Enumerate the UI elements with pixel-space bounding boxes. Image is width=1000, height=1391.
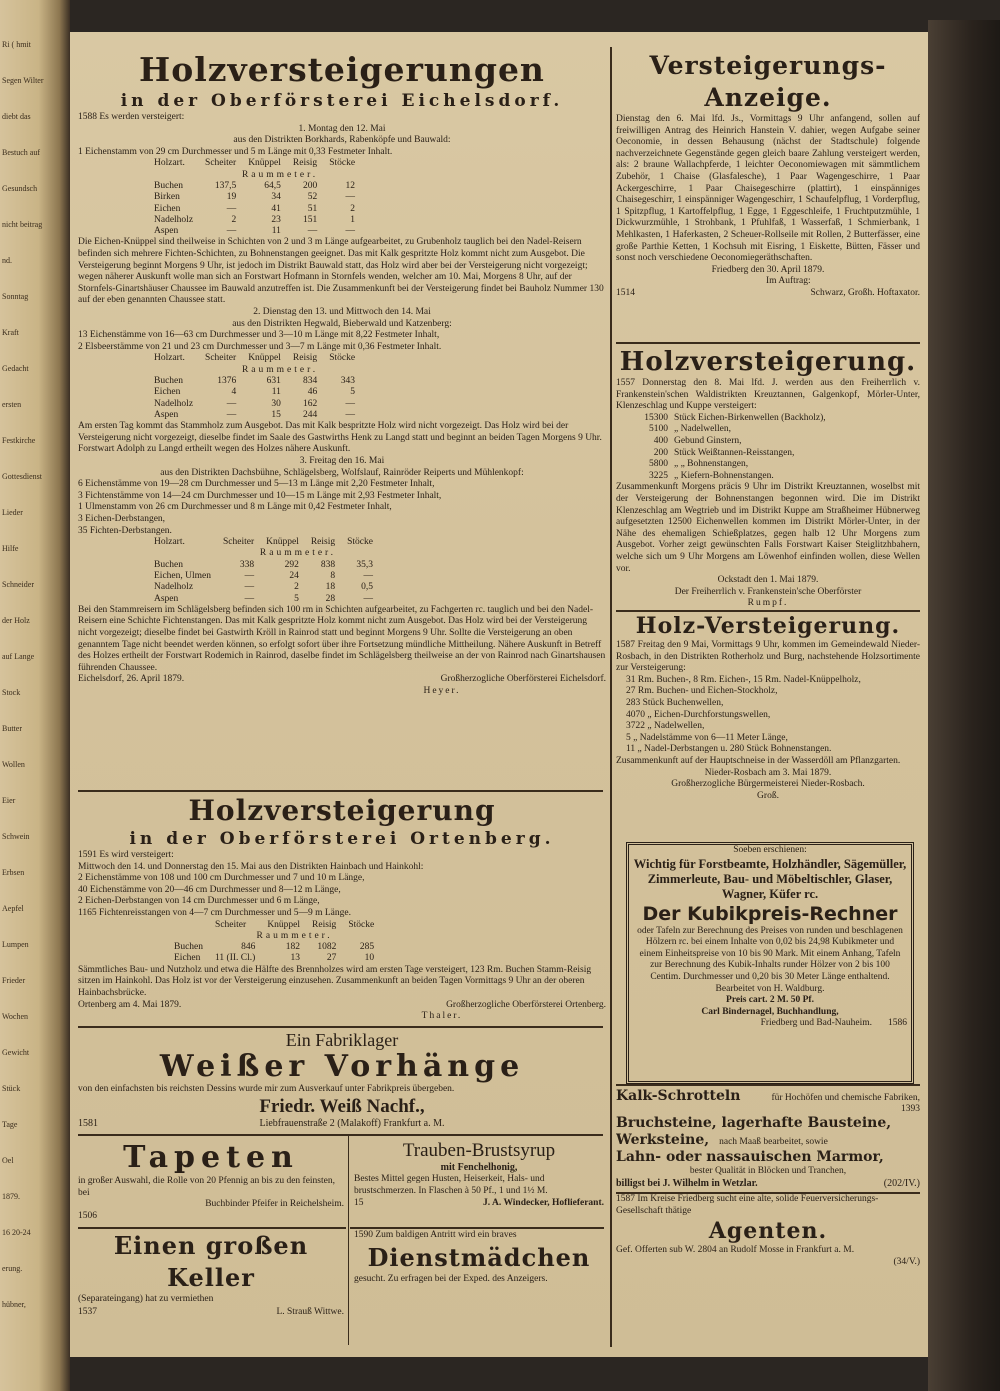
table-cell: Buchen — [154, 559, 184, 570]
left-binding — [0, 0, 70, 1391]
divider — [350, 1227, 604, 1229]
ad-text: Dienstag den 6. Mai lfd. Js., Vormittags 9 Uhr anfangend, sollen auf freiwilligen Antrag des Heinrich Hanstein V. dahier, wegen Aufgabe seiner Oeconomie, in dessen Behausung (nächst der Stadtschule) folgende nachverzeichnete Gegenstände gegen gleich baare Zahlung versteigert werden, als: 2 braune Wallachpferde, 1 leichter Oeconomiewagen mit sämmtlichem Zubehör, 1 Chaise (Glasfalesche), 1 Paar Wagengeschirre, 1 Paar Ackergeschirre, 1 Paar Chaisegeschirre (plattirt), 1 einspänniges Chaisegeschirr, 1 einspänniger Wagengeschirr, 1 Schaufelpflug, 1 Vorderpflug, 1 Spitzpflug, 1 Kartoffelpflug, 1 Egge, 1 Eggeschleife, 1 Fruchtputzmühle, 1 Dickwurzmühle, 1 Strohbank, 1 Pfuhlfaß, 1 Wasserfaß, 1 Schmierbank, 1 Mehlkasten, 1 Haferkasten, 2 Scheuer-Rollseile mit Rollen, 2 Butterfässer, eine große Parthie Ketten, 1 Kochsuh mit Eisring, 1 Eiskette, Bütten, Fässer und sonst noch verschiedene Oeconomiegeräthschaften. — [616, 114, 920, 264]
table-cell: — — [345, 192, 356, 203]
divider — [78, 790, 603, 792]
table-cell: 46 — [307, 387, 318, 398]
table-cell: Eichen — [154, 387, 181, 398]
ad-text: 1557 Donnerstag den 8. Mai lfd. J. werden aus den Freiherrlich v. Frankenstein'schen Waldistrikten Kreuztannen, Galgenkopf, Mörler-Unter, Klenzeschlag und Kuppe versteigert: — [616, 378, 920, 412]
ad-number: (34/V.) — [893, 1256, 920, 1267]
binding-text-fragment: Schneider — [2, 580, 34, 589]
list-item — [626, 424, 920, 436]
ad-items — [616, 675, 920, 756]
divider — [78, 1134, 603, 1136]
table-cell: 11 (II. Cl.) — [215, 953, 256, 964]
list-item: 4070 „ Eichen-Durchforstungswellen, — [626, 709, 771, 720]
table-cell: 51 — [307, 203, 318, 214]
list-item: 11 „ Nadel-Derbstangen u. 280 Stück Bohnenstangen. — [626, 744, 832, 755]
ad-text: Bestes Mittel gegen Husten, Heiserkeit, Hals- und brustschmerzen. In Flaschen à 50 Pf., 1 und 1½ M. — [354, 1174, 548, 1196]
ad-number: 1581 — [78, 1117, 98, 1129]
section-head: 3. Freitag den 16. Mai — [299, 455, 385, 466]
binding-text-fragment: hübner, — [2, 1300, 26, 1309]
ad-seller: Buchbinder Pfeifer in Reichelsheim. — [205, 1199, 344, 1210]
table-row — [148, 226, 361, 237]
table-cell: 35,3 — [356, 559, 373, 570]
table-cell: Aspen — [154, 593, 179, 604]
section-text: Die Eichen-Knüppel sind theilweise in Schichten von 2 und 3 m Länge aufgearbeitet, zu Grubenholz tauglich bei den Nadel-Reisern befinden sich mehrere Fichten-Schichten, zu Bohnenstangen geeignet. Das mit Kalk gespritzte Holz kommt nicht zum Ausgebot. Die Versteigerung beginnt Morgens 9 Uhr, ist jedoch im Distrikt Bauwald statt, das Holz wird aber bei der Versteigerung nicht vorgezeigt; wegen näherer Auskunft wolle man sich an Forstwart Hofmann in Stornfels wenden, welcher am 10. Mai, Morgens 8 Uhr, auf der Stornfels-Ginartshäuser Chaussee im Bauwald anzutreffen ist. Die Zusammenkunft bei der Versteigerung findet bei Bauholz Nummer 130 auf der eben genannten Chaussee statt. — [78, 237, 604, 306]
table-row — [168, 942, 380, 953]
ad-seller: Carl Bindernagel, Buchhandlung, — [701, 1006, 839, 1017]
binding-text-fragment: Butter — [2, 724, 22, 733]
table-cell: 11 — [271, 387, 281, 398]
table-cell: — — [226, 398, 237, 409]
binding-text-fragment: Frieder — [2, 976, 26, 985]
list-item: 1165 Fichtenreisstangen von 4—7 cm Durchmesser und 5—9 m Länge. — [78, 907, 351, 918]
section-text: Bei den Stammreisern im Schlägelsberg befinden sich 100 rm in Schichten aufgearbeitet, zu Fachgerten rc. tauglich und bei den Nadel-Reisern eine Schichte Fichtenstangen. Das mit Kalk gespritzte Holz kommt nicht zum Ausgebot. Das Holz wird bei der Versteigerung nicht vorgezeigt; dieselbe findet bei Gastwirth Kröll in Rainrod statt und beginnt Morgens 9 Uhr. Sollte die Versteigerung an oben genanntem Tage nicht beendet werden können, so erfolgt sofort über ihre Fortsetzung mündliche Mittheilung. Nähere Auskunft in Betreff des Holzes ertheilt der Forstwart Rodemich in Rainrod, daselbe findet im Schlägelsberg theilweise an der von Rainrod nach Ginartshausen führenden Chaussee. — [78, 604, 606, 673]
signer: Heyer. — [423, 686, 461, 697]
section-head: 1. Montag den 12. Mai — [298, 123, 386, 134]
ad-text: 1587 Freitag den 9 Mai, Vormittags 9 Uhr, kommen im Gemeindewald Nieder-Rosbach, in den Distrikten Rotherholz und Burg, nachstehende Holzsortimente zur Versteigerung: — [616, 640, 920, 674]
table-cell: 28 — [325, 593, 336, 604]
table-row — [148, 582, 379, 593]
item-count: 15300 — [644, 412, 668, 423]
signature: Der Freiherrlich v. Frankenstein'sche Oberförster — [674, 586, 862, 597]
table-row — [148, 560, 379, 571]
binding-text-fragment: nicht beitrag — [2, 220, 43, 229]
ad-line: Lahn- oder nassauischen Marmor, — [616, 1149, 884, 1165]
binding-text-fragment: Gedacht — [2, 364, 29, 373]
ad-lines — [78, 862, 606, 920]
ad-holz-versteigerung-rosbach — [616, 612, 920, 840]
binding-text-fragment: Wochen — [2, 1012, 29, 1021]
table-cell: — — [244, 571, 255, 581]
ad-important: Wichtig für Forstbeamte, Holzhändler, Sägemüller, Zimmerleute, Bau- und Möbeltischler, Glaser, Wagner, Küfer rc. — [633, 856, 907, 901]
divider — [616, 342, 920, 344]
section-item: 13 Eichenstämme von 16—63 cm Durchmesser und 3—10 m Länge mit 8,22 Festmeter Inhalt, — [78, 330, 440, 341]
ad-number: 1514 — [616, 287, 635, 298]
binding-text-fragment: Lieder — [2, 508, 23, 517]
binding-text-fragment: Oel — [2, 1156, 14, 1165]
signature: Großherzogliche Oberförsterei Ortenberg. — [446, 999, 606, 1010]
list-item — [626, 436, 920, 448]
table-cell: — — [226, 203, 237, 214]
binding-text-fragment: 1879. — [2, 1192, 20, 1201]
ad-title: Versteigerungs-Anzeige. — [649, 51, 887, 112]
table-cell: Buchen — [154, 180, 184, 191]
binding-text-fragment: Hilfe — [2, 544, 19, 553]
section-from: aus den Distrikten Hegwald, Bieberwald und Katzenberg: — [232, 318, 452, 329]
ad-offer: Gef. Offerten sub W. 2804 an Rudolf Mosse in Frankfurt a. M. — [616, 1245, 855, 1256]
table-cell: 30 — [271, 398, 281, 409]
table-cell: Buchen — [174, 942, 204, 953]
ad-number: 15 — [354, 1198, 364, 1209]
ad-subtitle: in der Oberförsterei Ortenberg. — [129, 829, 555, 849]
signature: Großherzogliche Oberförsterei Eichelsdorf. — [440, 674, 606, 685]
wood-table: Holzart. Scheiter Knüppel Reisig Stöcke Raummeter. Buchen 1376 631 834 343 Eichen 4 11 46 5 Nadelholz — 30 162 — Aspen — 15 244 — — [148, 353, 361, 421]
newspaper-page — [70, 32, 928, 1357]
ad-number: (202/IV.) — [883, 1177, 920, 1189]
ad-title: Weißer Vorhänge — [159, 1049, 525, 1084]
place-date: Friedberg den 30. April 1879. — [711, 264, 825, 275]
table-cell: 52 — [307, 192, 318, 203]
ad-line: Bruchsteine, lagerhafte Bausteine, — [616, 1115, 892, 1131]
ad-intro: 1588 Es werden versteigert: — [78, 112, 185, 122]
list-item: 1 Ulmenstamm von 26 cm Durchmesser und 8 m Länge mit 0,42 Festmeter Inhalt, — [78, 502, 392, 513]
table-cell: Birken — [154, 192, 180, 203]
item-count: 400 — [653, 435, 668, 446]
table-cell: 23 — [271, 214, 281, 225]
list-item: 35 Fichten-Derbstangen. — [78, 525, 172, 536]
item-label: „ „ Bohnenstangen, — [674, 459, 749, 470]
list-item: 2 Eichenstämme von 108 und 100 cm Durchmesser und 7 und 10 m Länge, — [78, 873, 365, 884]
column-divider — [610, 47, 612, 1347]
table-row — [148, 410, 361, 421]
list-item: 3 Fichtenstämme von 14—24 cm Durchmesser und 10—15 m Länge mit 2,93 Festmeter Inhalt, — [78, 490, 442, 501]
firm-address: Liebfrauenstraße 2 (Malakoff) Frankfurt a. M. — [259, 1117, 445, 1129]
table-cell: — — [307, 226, 318, 237]
table-cell: — — [345, 409, 356, 420]
ad-line: billigst bei J. Wilhelm in Wetzlar. — [616, 1177, 758, 1189]
item-label: Gebund Ginstern, — [674, 435, 742, 446]
table-cell: 182 — [285, 942, 301, 953]
table-cell: 631 — [266, 375, 281, 386]
binding-text-fragment: Stock — [2, 688, 21, 697]
table-cell: 343 — [340, 375, 356, 386]
ad-text: Zusammenkunft Morgens präcis 9 Uhr im Distrikt Kreuztannen, woselbst mit der Versteigerung der Bohnenstangen begonnen wird. Die im Distrikt Klenzeschlag am Wegtrieb und im Distrikt Kuppe am Straßheimer Hübnerweg aufgesetzten 12500 Eichenwellen kommen im Distrikt Mörler-Unter, in der Nähe des ehemaligen Schießplatzes, gegen halb 12 Uhr Morgens zum Ausgebot. Vorher zeigt gewünschten Falls Forstwart Kaiser Steiglitzhbahern, welche sich um 9 Uhr Morgens am Löwenhof einfinden wollen, diese Wellen vor. — [616, 482, 920, 574]
table-cell: Nadelholz — [154, 582, 194, 593]
ad-items — [616, 413, 920, 483]
table-cell: 137,5 — [214, 180, 237, 191]
ad-number: 1537 — [78, 1306, 97, 1317]
table-cell: 11 — [271, 226, 281, 237]
ad-ortenberg — [78, 794, 606, 1026]
signer: Thaler. — [421, 1011, 463, 1022]
list-item: 3722 „ Nadelwellen, — [626, 721, 705, 732]
table-cell: 1376 — [217, 375, 237, 386]
list-item: Mittwoch den 14. und Donnerstag den 15. Mai aus den Distrikten Hainbach und Hainkohl: — [78, 861, 424, 872]
table-cell: 2 — [350, 203, 356, 214]
wood-table: Scheiter Knüppel Reisig Stöcke Raummeter. Buchen 846 182 1082 285 Eichen 11 (II. Cl.) 13 27 10 — [168, 920, 380, 965]
binding-text-fragment: Sonntag — [2, 292, 29, 301]
place-date: Ockstadt den 1. Mai 1879. — [717, 575, 819, 586]
table-cell: 0,5 — [361, 582, 373, 593]
item-count: 3225 — [649, 470, 668, 481]
list-item — [626, 459, 920, 471]
list-item: 283 Stück Buchenwellen, — [626, 697, 724, 708]
table-cell: — — [363, 571, 373, 581]
ad-line: nach Maaß bearbeitet, sowie — [719, 1137, 828, 1147]
ad-brustsyrup — [354, 1140, 604, 1225]
ad-title: Einen großen Keller — [113, 1231, 309, 1292]
ad-seller: L. Strauß Wittwe. — [276, 1306, 344, 1317]
signature: Großherzogliche Bürgermeisterei Nieder-Rosbach. — [671, 779, 865, 790]
item-label: „ Kiefern-Bohnenstangen. — [674, 470, 774, 481]
table-row — [148, 376, 361, 387]
table-row — [148, 215, 361, 226]
ad-number: 1393 — [901, 1104, 920, 1114]
divider — [78, 1026, 603, 1028]
table-cell: — — [345, 398, 356, 409]
ad-title: Holzversteigerung. — [619, 347, 917, 377]
ad-title: Tapeten — [123, 1140, 299, 1175]
list-item: 5 „ Nadelstämme von 6—11 Meter Länge, — [626, 732, 788, 743]
ad-text: 1587 Im Kreise Friedberg sucht eine alte, solide Feuerversicherungs-Gesellschaft thätige — [616, 1194, 879, 1216]
table-cell: 4 — [231, 387, 237, 398]
item-label: „ Nadelwellen, — [674, 424, 731, 435]
place-date: Nieder-Rosbach am 3. Mai 1879. — [704, 767, 832, 778]
list-item — [626, 448, 920, 460]
binding-text-fragment: Festkirche — [2, 436, 36, 445]
ad-eichelsdorf — [78, 50, 606, 785]
table-cell: 244 — [302, 409, 318, 420]
ad-intro: 1590 Zum baldigen Antritt wird ein braves — [354, 1230, 517, 1240]
table-row — [148, 192, 361, 203]
ad-subtitle: in der Oberförsterei Eichelsdorf. — [120, 91, 564, 111]
ad-kubikpreis-rechner — [626, 842, 914, 1084]
binding-text-fragment: diebt das — [2, 112, 31, 121]
table-row — [148, 204, 361, 215]
binding-text-fragment: Gesundsch — [2, 184, 38, 193]
table-cell: 285 — [359, 942, 375, 953]
wood-table: Holzart. Scheiter Knüppel Reisig Stöcke Raummeter. Buchen 137,5 64,5 200 12 Birken 19 34 52 — Eichen — 41 51 2 Nadelholz 2 23 151 1 Aspen — 11 — — — [148, 158, 361, 237]
binding-text-fragment: Aepfel — [2, 904, 24, 913]
table-cell: 338 — [239, 559, 255, 570]
table-cell: 18 — [325, 582, 336, 593]
ad-place: Friedberg und Bad-Nauheim. — [760, 1018, 872, 1029]
table-cell: Aspen — [154, 226, 179, 237]
table-cell: Eichen — [154, 203, 181, 214]
ad-number: 1506 — [78, 1210, 97, 1221]
list-item — [626, 471, 920, 483]
table-cell: Aspen — [154, 409, 179, 420]
binding-text-fragment: Gewicht — [2, 1048, 30, 1057]
table-row — [148, 399, 361, 410]
list-item: 2 Eichen-Derbstangen von 14 cm Durchmesser und 6 m Länge, — [78, 896, 320, 907]
table-cell: 2 — [294, 582, 299, 593]
ad-keller — [78, 1230, 344, 1345]
binding-text-fragment: Wollen — [2, 760, 25, 769]
binding-text-fragment: Lumpen — [2, 940, 29, 949]
table-cell: — — [244, 593, 255, 604]
table-cell: 1 — [350, 214, 356, 225]
ad-title: Holzversteigerung — [188, 794, 496, 827]
binding-text-fragment: Bestuch auf — [2, 148, 40, 157]
binding-text-fragment: 16 20-24 — [2, 1228, 31, 1237]
table-cell: 41 — [271, 203, 281, 214]
ad-number: 1586 — [888, 1018, 907, 1029]
ad-text: gesucht. Zu erfragen bei der Exped. des Anzeigers. — [354, 1273, 548, 1284]
table-cell: 846 — [241, 942, 256, 953]
ad-line: Werksteine, — [616, 1132, 710, 1148]
ad-text: in großer Auswahl, die Rolle von 20 Pfennig an bis zu den feinsten, bei — [78, 1176, 335, 1198]
binding-text-fragment: Stück — [2, 1084, 21, 1093]
table-cell: 15 — [271, 409, 281, 420]
table-cell: — — [226, 409, 237, 420]
ad-vorhaenge — [78, 1030, 606, 1130]
section-items — [78, 479, 606, 537]
binding-text-fragment: Tage — [2, 1120, 18, 1129]
table-cell: 151 — [302, 214, 318, 225]
list-item: 31 Rm. Buchen-, 8 Rm. Eichen-, 15 Rm. Nadel-Knüppelholz, — [626, 674, 861, 685]
ad-subtitle: mit Fenchelhonig, — [440, 1162, 518, 1173]
table-row — [168, 953, 380, 964]
binding-text-fragment: Kraft — [2, 328, 19, 337]
table-cell: — — [226, 226, 237, 237]
table-cell: 834 — [302, 375, 318, 386]
table-cell: Nadelholz — [154, 398, 194, 409]
table-row — [148, 571, 379, 582]
table-cell: — — [244, 582, 255, 593]
table-row — [148, 387, 361, 398]
table-cell: 162 — [302, 398, 318, 409]
section-from: aus den Distrikten Borkhards, Rabenköpfe und Bauwald: — [233, 135, 451, 146]
section-head: 2. Dienstag den 13. und Mittwoch den 14. Mai — [253, 307, 431, 318]
table-cell: 1082 — [317, 942, 337, 953]
table-cell: Eichen, Ulmen — [154, 571, 211, 581]
binding-text-fragment: Eier — [2, 796, 16, 805]
ad-line: bester Qualität in Blöcken und Tranchen, — [689, 1166, 847, 1176]
binding-text-fragment: ersten — [2, 400, 22, 409]
binding-text-fragment: nd. — [2, 256, 12, 265]
item-label: Stück Weißtannen-Reisstangen, — [674, 447, 795, 458]
ad-line: Ein Fabriklager — [285, 1030, 399, 1050]
table-cell: 19 — [226, 192, 237, 203]
ad-title: Dienstmädchen — [367, 1242, 591, 1272]
ad-title: Holzversteigerungen — [139, 50, 545, 89]
table-cell: 10 — [364, 953, 375, 964]
ad-text: Sämmtliches Bau- und Nutzholz und etwa die Hälfte des Brennholzes wird am ersten Tage versteigert, 123 Rm. Buchen Stamm-Reisig sitzen im Hainkohl. Das Holz ist vor der Versteigerung einzusehen. Zusammenkunft an beiden Tagen Vormittags 9 Uhr an der oberen Hainbachsbrücke. — [78, 964, 592, 998]
list-item: 40 Eichenstämme von 20—46 cm Durchmesser und 8—12 m Länge, — [78, 884, 341, 895]
ad-intro: 1591 Es wird versteigert: — [78, 850, 174, 860]
ad-top: Soeben erschienen: — [733, 845, 807, 855]
binding-text-fragment: erung. — [2, 1264, 23, 1273]
ad-title: Trauben-Brustsyrup — [402, 1140, 556, 1161]
ad-holzversteigerung-ockstadt — [616, 346, 920, 626]
column-divider — [348, 1135, 349, 1345]
ad-text: (Separateingang) hat zu vermiethen — [78, 1294, 214, 1304]
ad-title: Agenten. — [708, 1218, 828, 1245]
ad-seller: J. A. Windecker, Hoflieferant. — [483, 1198, 604, 1209]
table-cell: 27 — [326, 953, 337, 964]
table-cell: 292 — [284, 559, 299, 570]
signer: Schwarz, Großh. Hoftaxator. — [810, 287, 920, 298]
ad-text: Zusammenkunft auf der Hauptschneise in der Wasserdöll am Pflanzgarten. — [616, 755, 901, 766]
table-cell: 8 — [330, 571, 336, 581]
table-cell: 64,5 — [264, 180, 281, 191]
place-date: Ortenberg am 4. Mai 1879. — [78, 999, 182, 1010]
table-row — [148, 181, 361, 192]
ad-price: Preis cart. 2 M. 50 Pf. — [726, 995, 814, 1006]
ad-line: für Hochöfen und chemische Fabriken, — [771, 1093, 920, 1103]
table-cell: 200 — [302, 180, 318, 191]
ad-line: Kalk-Schrotteln — [616, 1088, 741, 1104]
section-text: Am ersten Tag kommt das Stammholz zum Ausgebot. Das mit Kalk bespritzte Holz wird nicht vorgezeigt. Das Holz wird bei der Versteigerung nicht vorgezeigt, dieselbe findet im Saale des Gastwirths Henk zu Langd statt und beginnt an beiden Tagen Morgens 9 Uhr. Forstwart Adolph zu Langd ertheilt wegen des Holzes nähere Auskunft. — [78, 421, 602, 455]
ad-text: von den einfachsten bis reichsten Dessins wurde mir zum Ausverkauf unter Fabrikpreis übergeben. — [78, 1084, 455, 1094]
list-item: 6 Eichenstämme von 19—28 cm Durchmesser und 5—13 m Länge mit 2,20 Festmeter Inhalt, — [78, 479, 435, 490]
right-page-edge — [928, 20, 1000, 1391]
item-count: 200 — [653, 447, 668, 458]
ad-tapeten — [78, 1140, 344, 1225]
binding-text-fragment: auf Lange — [2, 652, 35, 661]
binding-text-fragment: Schwein — [2, 832, 30, 841]
table-row — [148, 594, 379, 605]
ad-auftrag: Im Auftrag: — [766, 276, 811, 287]
ad-versteigerungs-anzeige — [616, 50, 920, 340]
table-cell: Eichen — [174, 953, 201, 964]
binding-text-fragment: der Holz — [2, 616, 30, 625]
list-item: 3 Eichen-Derbstangen, — [78, 513, 166, 524]
divider — [78, 1227, 346, 1229]
list-item: 27 Rm. Buchen- und Eichen-Stockholz, — [626, 686, 778, 697]
table-cell: 24 — [289, 571, 299, 581]
table-cell: 2 — [231, 214, 237, 225]
table-cell: 34 — [271, 192, 281, 203]
signer: Rumpf. — [747, 598, 789, 609]
item-label: Stück Eichen-Birkenwellen (Backholz), — [674, 412, 826, 423]
list-item — [626, 413, 920, 425]
table-cell: 5 — [350, 387, 356, 398]
ad-title: Der Kubikpreis-Rechner — [642, 902, 898, 925]
section-item: 2 Elsbeerstämme von 21 und 23 cm Durchmesser und 3—7 m Länge mit 0,36 Festmeter Inhalt. — [78, 341, 442, 352]
signer: Groß. — [757, 790, 779, 801]
table-cell: — — [345, 226, 356, 237]
table-cell: 838 — [320, 559, 336, 570]
ad-author: Bearbeitet von H. Waldburg. — [715, 983, 825, 994]
ad-title: Holz-Versteigerung. — [635, 613, 901, 639]
item-count: 5800 — [649, 459, 668, 470]
section-item: 1 Eichenstamm von 29 cm Durchmesser und 5 m Länge mit 0,33 Festmeter Inhalt. — [78, 146, 393, 157]
place-date: Eichelsdorf, 26. April 1879. — [78, 674, 185, 685]
binding-text-fragment: Gottesdienst — [2, 472, 42, 481]
table-cell: Buchen — [154, 375, 184, 386]
table-cell: Nadelholz — [154, 214, 194, 225]
firm-name: Friedr. Weiß Nachf., — [259, 1095, 425, 1117]
ad-agenten — [616, 1194, 920, 1344]
binding-text-fragment: Ri ( hmit — [2, 40, 31, 49]
binding-text-fragment: Erbsen — [2, 868, 25, 877]
table-cell: 5 — [294, 593, 299, 604]
item-count: 5100 — [649, 424, 668, 435]
ad-text: oder Tafeln zur Berechnung des Preises von runden und beschlagenen Hölzern rc. bei einem Inhalte von 0,02 bis 24,98 Kubikmeter und einem Einheitspreise von 10 bis 90 Mark. Mit einem Anhang, Tafeln zur Berechnung des Kubik-Inhalts runder Hölzer von 2 bis 100 Centim. Durchmesser und 0,20 bis 30 Meter Länge enthaltend. — [637, 925, 903, 982]
table-cell: 13 — [290, 953, 301, 964]
table-cell: 12 — [345, 180, 356, 191]
wood-table: Holzart. Scheiter Knüppel Reisig Stöcke Raummeter. Buchen 338 292 838 35,3 Eichen, Ulmen — 24 8 — Nadelholz — 2 18 0,5 Aspen — 5 28 — — [148, 537, 379, 605]
divider — [616, 1084, 920, 1086]
section-from: aus den Distrikten Dachsbühne, Schlägelsberg, Wolfslauf, Rainröder Reiperts und Mühlenkopf: — [160, 467, 524, 478]
ad-baumaterial — [616, 1088, 920, 1208]
binding-text-fragment: Segen Wilter — [2, 76, 44, 85]
table-cell: — — [363, 593, 373, 604]
ad-dienstmaedchen — [354, 1230, 604, 1345]
